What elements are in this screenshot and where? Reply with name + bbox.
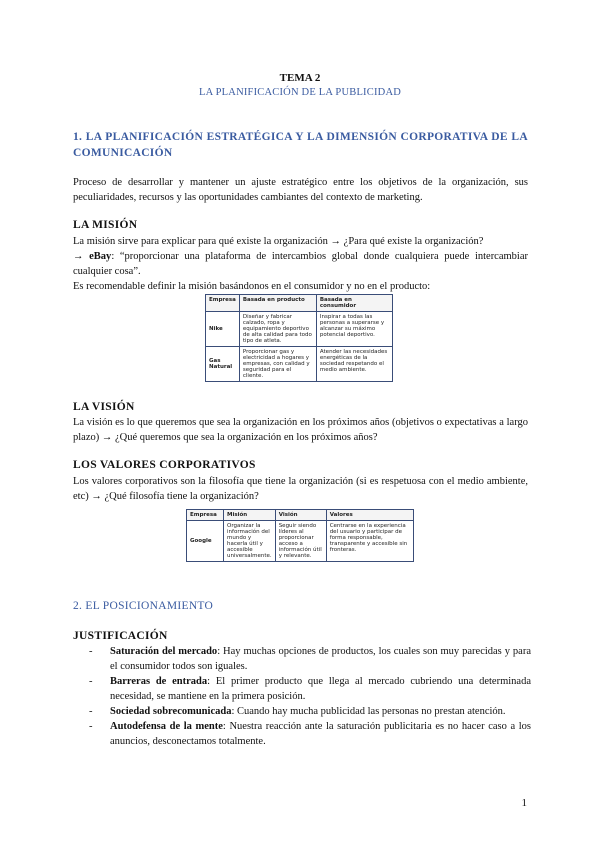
table-header-row <box>206 295 393 312</box>
table-cell: Seguir siendo líderes al proporcionar acceso a información útil y relevante. <box>275 521 326 562</box>
table-cell: Gas Natural <box>206 347 240 382</box>
table-cell: Inspirar a todas las personas a superarse y alcanzar su máximo potencial deportivo. <box>316 312 392 347</box>
vision-paragraph: La visión es lo que queremos que sea la organización en los próximos años (objetivos o expectativas a largo plazo) → ¿Qué queremos que sea la organización en los próximos años? <box>73 417 528 443</box>
table-header-cell: Basada en producto <box>239 295 316 312</box>
justificacion-heading: JUSTIFICACIÓN <box>73 630 168 642</box>
bullet-text: : Nuestra reacción ante la saturación publicitaria es no hacer caso a los anuncios, desconectamos totalmente. <box>110 721 531 747</box>
list-item <box>91 644 531 674</box>
bullet-dash: - <box>89 646 93 657</box>
list-item <box>91 719 531 749</box>
section-1-heading: 1. LA PLANIFICACIÓN ESTRATÉGICA Y LA DIMENSIÓN CORPORATIVA DE LA COMUNICACIÓN <box>73 131 528 159</box>
table-header-cell: Misión <box>224 510 276 521</box>
ebay-text: : “proporcionar una plataforma de intercambios global donde cualquiera puede intercambiar cualquier cosa”. <box>73 251 528 277</box>
table-cell: Nike <box>206 312 240 347</box>
mision-line-3: Es recomendable definir la misión basándonos en el consumidor y no en el producto: <box>73 281 431 292</box>
table-header-cell: Empresa <box>206 295 240 312</box>
table-cell: Google <box>187 521 224 562</box>
mision-line-1: La misión sirve para explicar para qué existe la organización → ¿Para qué existe la organización? <box>73 236 484 247</box>
table-header-cell: Valores <box>326 510 413 521</box>
mision-ebay-line <box>73 249 528 279</box>
bullet-bold: Barreras de entrada <box>110 676 208 687</box>
table-header-cell: Visión <box>275 510 326 521</box>
list-item <box>91 674 531 704</box>
table-cell: Organizar la información del mundo y hacerla útil y accesible universalmente. <box>224 521 276 562</box>
mision-table <box>205 294 393 382</box>
section-2-heading: 2. EL POSICIONAMIENTO <box>73 600 214 612</box>
vision-heading: LA VISIÓN <box>73 401 135 413</box>
valores-paragraph: Los valores corporativos son la filosofía que tiene la organización (si es respetuosa con el medio ambiente, etc) → ¿Qué filosofía tiene la organización? <box>73 476 528 502</box>
arrow-prefix: → <box>73 251 90 262</box>
bullet-bold: Saturación del mercado <box>110 646 218 657</box>
table-header-cell: Empresa <box>187 510 224 521</box>
list-item <box>91 704 531 719</box>
table-row <box>206 347 393 382</box>
bullet-dash: - <box>89 721 93 732</box>
page-subtitle: LA PLANIFICACIÓN DE LA PUBLICIDAD <box>198 87 402 98</box>
table-cell: Atender las necesidades energéticas de la sociedad respetando el medio ambiente. <box>316 347 392 382</box>
valores-heading: LOS VALORES CORPORATIVOS <box>73 459 256 471</box>
bullet-bold: Sociedad sobrecomunicada <box>110 706 232 717</box>
bullet-dash: - <box>89 676 93 687</box>
section-1-paragraph: Proceso de desarrollar y mantener un ajuste estratégico entre los objetivos de la organización, sus peculiaridades, recursos y las oportunidades cambiantes del contexto de marketing. <box>73 177 528 203</box>
table-row <box>187 521 414 562</box>
valores-table <box>186 509 414 562</box>
table-row <box>206 312 393 347</box>
table-cell: Centrarse en la experiencia del usuario y participar de forma responsable, transparente y accesible sin fronteras. <box>326 521 413 562</box>
bullet-text: : Hay muchas opciones de productos, los cuales son muy parecidas y para el consumidor todos son iguales. <box>110 646 531 672</box>
bullet-text: : El primer producto que llega al mercado cubriendo una determinada necesidad, se mantiene en la primera posición. <box>110 676 531 702</box>
bullet-dash: - <box>89 706 93 717</box>
page-number: 1 <box>521 797 527 809</box>
ebay-label: eBay <box>89 251 112 262</box>
table-cell: Diseñar y fabricar calzado, ropa y equipamiento deportivo de alta calidad para todo tipo de atleta. <box>239 312 316 347</box>
bullet-bold: Autodefensa de la mente <box>110 721 223 732</box>
table-cell: Proporcionar gas y electricidad a hogares y empresas, con calidad y seguridad para el cliente. <box>239 347 316 382</box>
bullet-text: : Cuando hay mucha publicidad las personas no prestan atención. <box>231 706 506 717</box>
table-header-row <box>187 510 414 521</box>
table-header-cell: Basada en consumidor <box>316 295 392 312</box>
mision-heading: LA MISIÓN <box>73 219 138 231</box>
page-title: TEMA 2 <box>279 72 321 84</box>
